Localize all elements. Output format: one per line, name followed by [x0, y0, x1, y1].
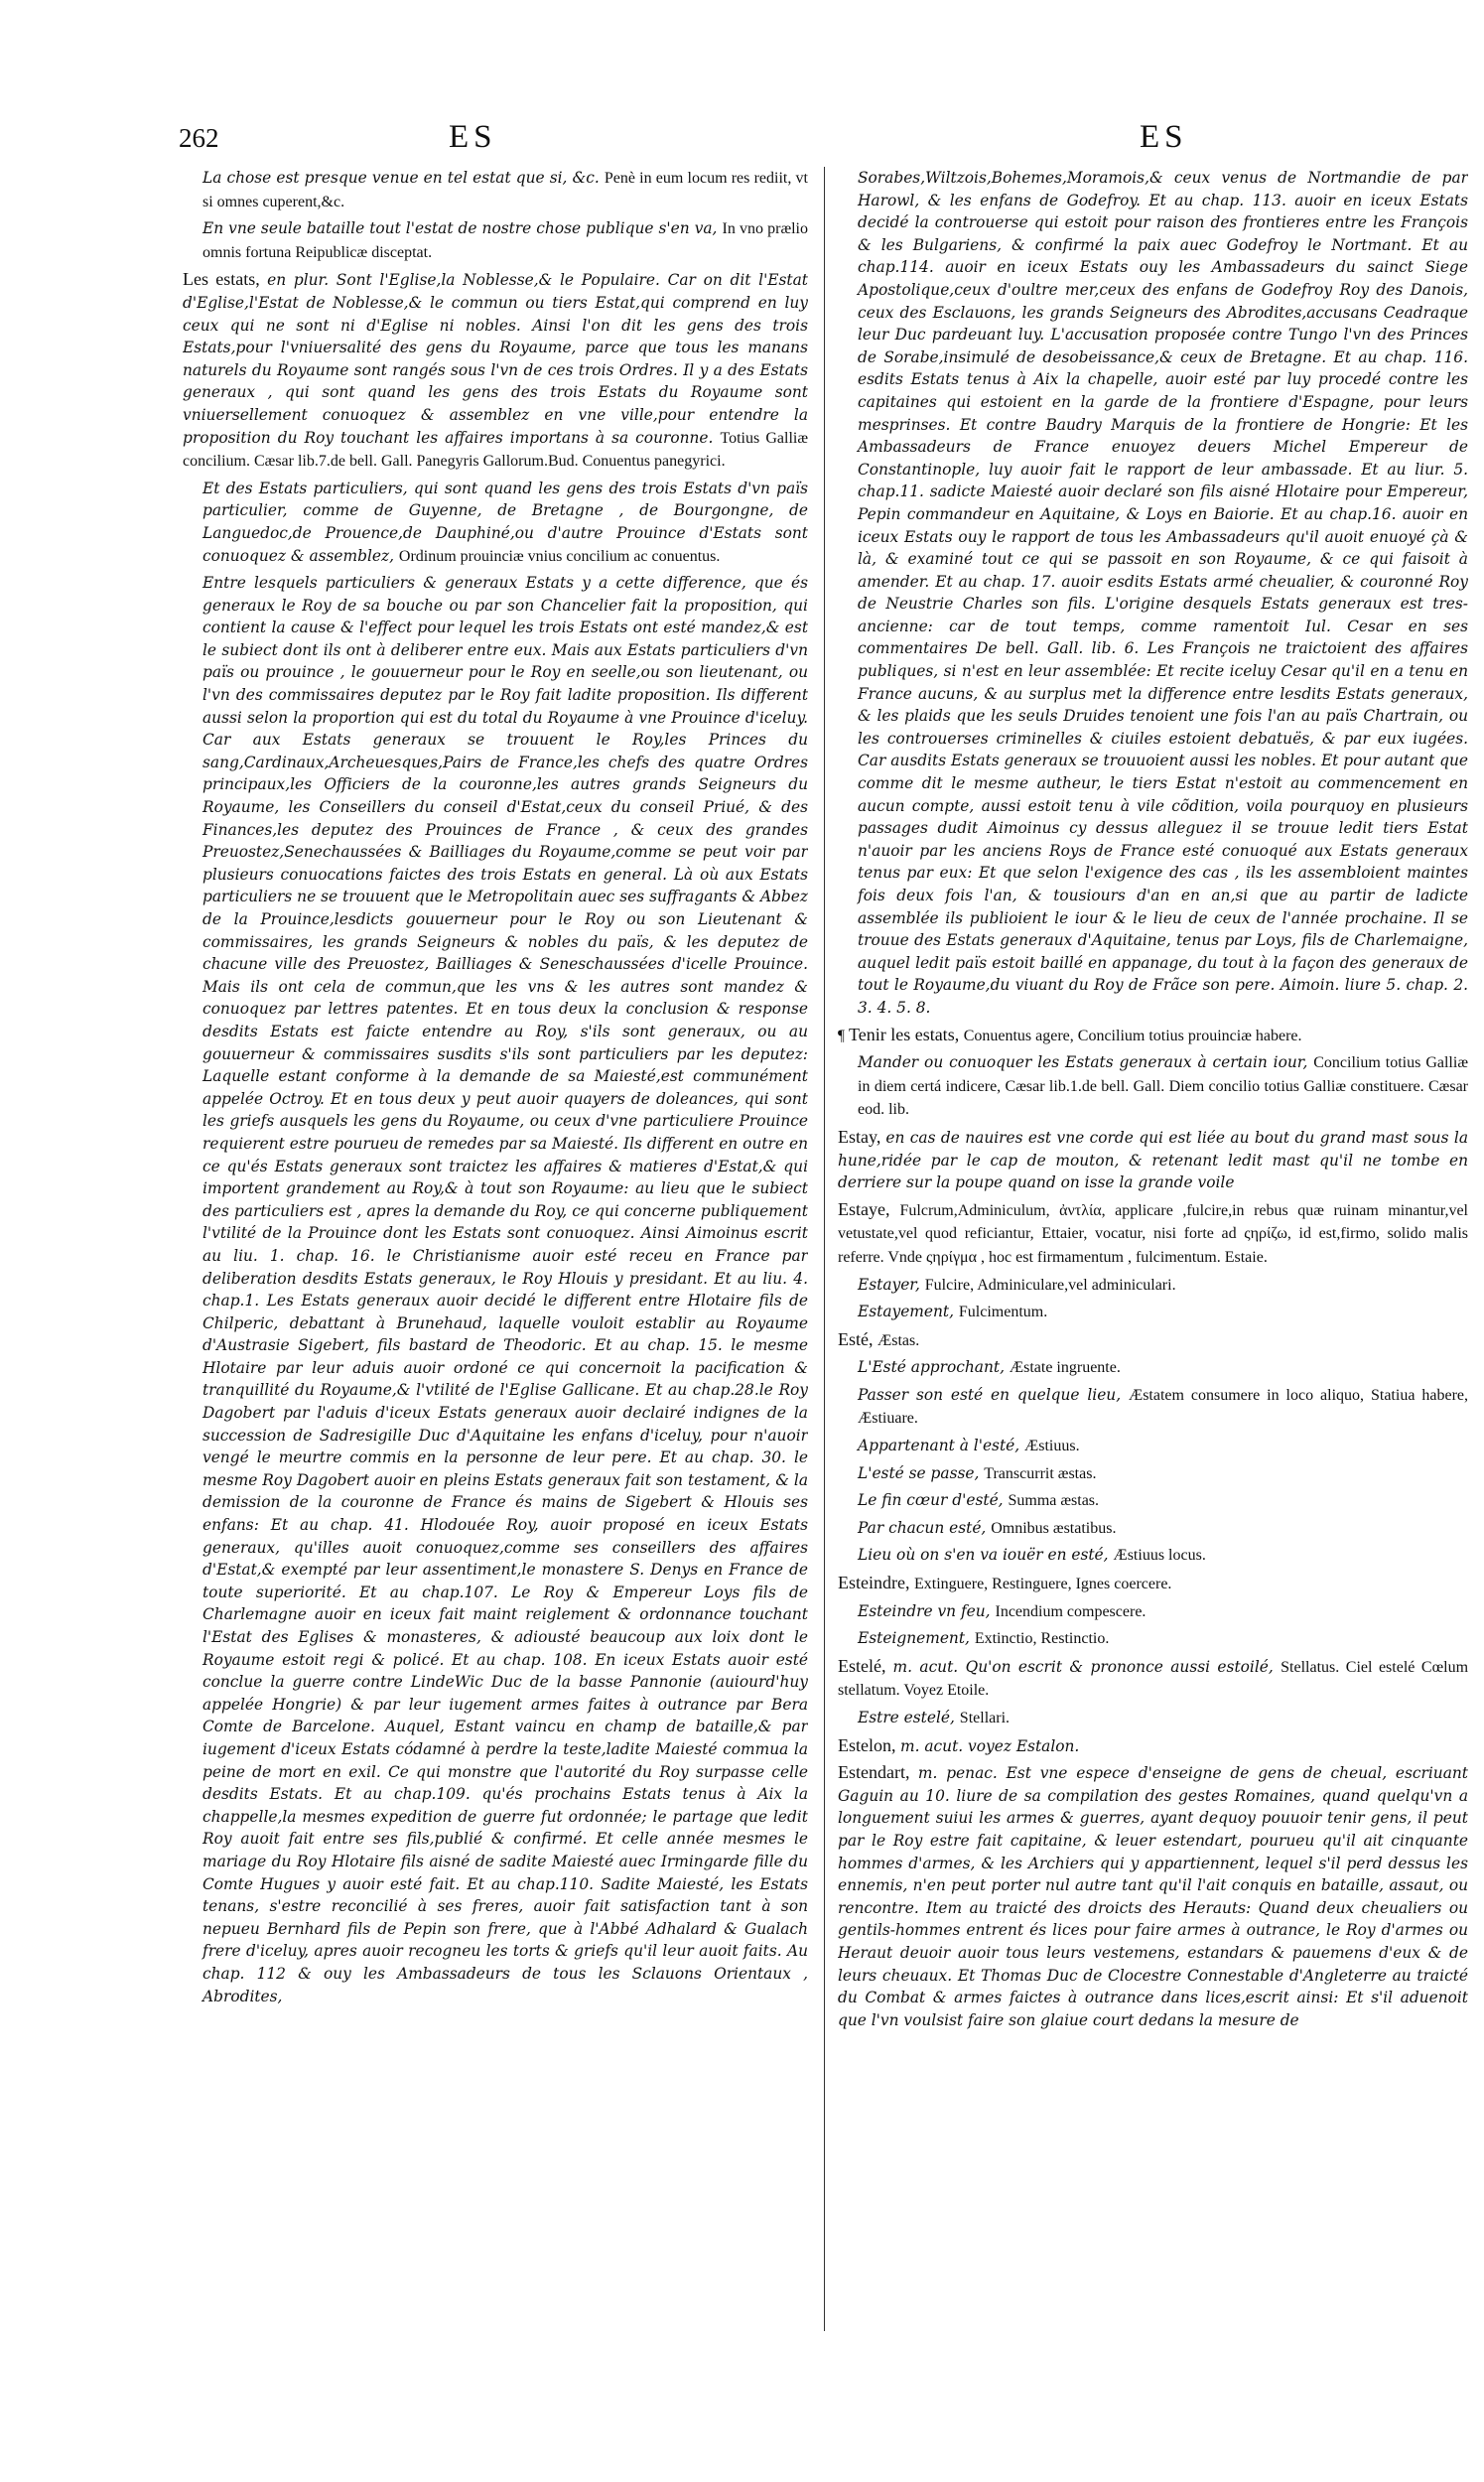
entry-latin-gloss: Concilium totius Galliæ in diem certá indicere, Cæsar lib.1.de bell. Gall. Diem concilio totius Galliæ constituere. Cæsar eod. lib.: [858, 1054, 1468, 1119]
dictionary-entry: [838, 1489, 1468, 1513]
dictionary-entry: [838, 1198, 1468, 1270]
entry-french-text: Entre lesquels particuliers & generaux Estats y a cette difference, que és generaux le Roy de sa bouche ou par son Chancelier fait la proposition, qui contient la cause & l'effect pour lequel les trois Estats ont esté mandez,& est le subiect dont ils ont à deliberer entre eux. Mais aux Estats particuliers d'vn païs ou prouince , le gouuerneur pour le Roy en seelle,ou son lieutenant, ou l'vn des commissaires deputez par le Roy fait ladite proposition. Ils different aussi selon la proportion qui est du total du Royaume à vne Prouince d'iceluy. Car aux Estats generaux se trouuent le Roy,les Princes du sang,Cardinaux,Archeuesques,Pairs de France,les chefs des quatre Ordres principaux,les Officiers de la couronne,les autres grands Seigneurs du Royaume, les Conseillers du conseil d'Estat,ceux du conseil Priué, & des Finances,les deputez des Prouinces de France , & ceux des grandes Preuostez,Senechaussées & Bailliages du Royaume,comme se peut voir par plusieurs conuocations faictes des trois Estats en general. Là où aux Estats particuliers ne se trouuent que le Metropolitain auec ses suffragants & Abbez de la Prouince,lesdicts gouuerneur pour le Roy ou son Lieutenant & commissaires, les grands Seigneurs & nobles du païs, & les deputez de chacune ville des Preuostez, Bailliages & Seneschaussées d'icelle Prouince. Mais ils ont cela de commun,que les vns & les autres sont mandez & conuoquez par lettres patentes. Et en tous deux la conclusion & response desdits Estats est faicte entendre au Roy, s'ils sont generaux, ou au gouuerneur & commissaires susdits s'ils sont particuliers par les deputez: Laquelle estant conforme à la demande de sa Maiesté,est communément appelée Octroy. Et en tous deux y peut auoir quayers de doleances, qui sont les griefs ausquels les gens du Royaume, ou ceux d'vne particuliere Prouince requierent estre pourueu de remedes par sa Maiesté. Ils different en outre en ce qu'és Estats generaux sont traictez les affaires & matieres d'Estat,& qui importent grandement au Roy,& à tout son Royaume: au lieu que le subiect des particuliers est , apres la demande du Roy, ce qui concerne publiquement l'vtilité de la Prouince dont les Estats sont conuoquez. Ainsi Aimoinus escrit au liu. 1. chap. 16. le Christianisme auoir esté receu en France par deliberation desdits Estats generaux, le Roy Hlouis y presidant. Et au liu. 4. chap.1. Les Estats generaux auoir decidé le different entre Hlotaire fils de Chilperic, debattant à Brunehaud, laquelle vouloit establir au Royaume d'Austrasie Sigebert, fils bastard de Theodoric. Et au chap. 15. le mesme Hlotaire par leur aduis auoir ordoné ce qui concernoit la pacification & tranquillité du Royaume,& l'vtilité de l'Eglise Gallicane. Et au chap.28.le Roy Dagobert par l'aduis d'iceux Estats generaux auoir declairé indignes de la succession de Sadresigille Duc d'Aquitaine les enfans d'iceluy, pour n'auoir vengé le meurtre commis en la personne de leur pere. Et au chap. 30. le mesme Roy Dagobert auoir en pleins Estats generaux fait son testament, & la demission de la couronne de France és mains de Sigebert & Hlouis ses enfans: Et au chap. 41. Hlodouée Roy, auoir proposé en iceux Estats generaux, qu'illes auoit conuoquez,comme ses conseillers des affaires d'Estat,& exempté par leur assentiment,le monastere S. Denys en France de toute superiorité. Et au chap.107. Le Roy & Empereur Loys fils de Charlemagne auoir en iceux fait maint reiglement & ordonnance touchant l'Estat des Eglises & monasteres, & adiousté beaucoup aux loix dont le Royaume estoit regi & policé. Et au chap. 108. En iceux Estats auoir esté conclue la guerre contre LindeWic Duc de la basse Pannonie (auiourd'huy appelée Hongrie) & par leur iugement armes faites à outrance par Bera Comte de Barcelone. Auquel, Estant vaincu en champ de bataille,& par iugement d'iceux Estats códamné à perdre la teste,ladite Maiesté commua la peine de mort en exil. Ce qui monstre que l'autorité du Roy surpasse celle desdits Estats. Et au chap.109. qu'és prochains Estats tenus à Aix la chappelle,la mesmes expedition de guerre fut ordonnée; le partage que ledit Roy auoit fait entre ses fils,publié & confirmé. Et celle année mesmes le mariage du Roy Hlotaire fils aisné de sadite Maiesté auec Irmingarde fille du Comte Hugues y auoir esté fait. Et au chap.110. Sadite Maiesté, les Estats tenans, s'estre reconcilié à ses freres, auoir fait satisfaction tant à son nepueu Bernhard fils de Pepin son frere, que à l'Abbé Adhalard & Gualach frere d'iceluy, apres auoir recogneu les torts & griefs qu'il leur auoit faits. Au chap. 112 & ouy les Ambassadeurs de tous les Sclauons Orientaux , Abrodites,: [202, 574, 808, 2005]
dictionary-entry: [838, 1328, 1468, 1353]
dictionary-entry: [838, 1126, 1468, 1194]
entry-latin-gloss: Stellari.: [959, 1710, 1011, 1726]
entry-latin-gloss: Summa æstas.: [1008, 1492, 1100, 1510]
dictionary-entry: [183, 572, 808, 2007]
dictionary-entry: [838, 1301, 1468, 1324]
entry-latin-gloss: Conuentus agere, Concilium totius prouinciæ habere.: [963, 1027, 1302, 1044]
entry-headword: Les estats,: [183, 269, 268, 290]
column-divider: [824, 167, 825, 2331]
entry-headword: Esteindre,: [838, 1573, 914, 1593]
entry-french-text: m. acut. voyez Estalon.: [900, 1736, 1080, 1755]
right-column: [838, 167, 1468, 2341]
entry-latin-gloss: Penè in eum locum res rediit, vt si omnes cuperent,&c.: [202, 170, 808, 210]
entry-latin-gloss: Extinctio, Restinctio.: [974, 1630, 1110, 1648]
entry-french-text: en cas de nauires est vne corde qui est liée au bout du grand mast sous la hune,ridée par le cap de mouton, & retenant ledit mast qu'il ne tombe en derriere sur la poupe quand on isse la grande voile: [838, 1128, 1468, 1192]
pilcrow-icon: ¶: [838, 1027, 845, 1044]
entry-latin-gloss: Extinguere, Restinguere, Ignes coercere.: [913, 1576, 1172, 1593]
entry-latin-gloss: Omnibus æstatibus.: [991, 1519, 1117, 1537]
dictionary-entry: [838, 1600, 1468, 1624]
entry-french-text: Estayement,: [858, 1303, 959, 1321]
dictionary-entry: [838, 1024, 1468, 1048]
entry-french-text: Esteignement,: [858, 1629, 975, 1648]
entry-french-text: Lieu où on s'en va iouër en esté,: [858, 1546, 1114, 1565]
dictionary-entry: [838, 1734, 1468, 1758]
entry-french-text: en plur. Sont l'Eglise,la Noblesse,& le Populaire. Car on dit l'Estat d'Eglise,l'Estat de Noblesse,& le commun ou tiers Estat,qui comprend en luy ceux qui ne sont ni d'Eglise ni nobles. Ainsi l'on dit les gens des trois Estats,pour l'vniuersalité des gens du Royaume, parce que tous les manans naturels du Royaume sont rangés sous l'vn de ces trois Ordres. Il y a des Estats generaux , qui sont quand les gens des trois Estats du Royaume sont vniuersellement conuoquez & assemblez en vne ville,pour entendre la proposition du Roy touchant les affaires importans à sa couronne.: [183, 271, 808, 447]
entry-headword: Estay,: [838, 1126, 886, 1147]
entry-french-text: Par chacun esté,: [858, 1518, 992, 1537]
entry-french-text: Passer son esté en quelque lieu,: [858, 1385, 1129, 1404]
dictionary-entry: [838, 1356, 1468, 1380]
page-number: 262: [179, 123, 219, 153]
dictionary-entry: [183, 478, 808, 568]
entry-headword: Esté,: [838, 1328, 877, 1349]
entry-french-text: L'Esté approchant,: [858, 1358, 1010, 1377]
entry-french-text: L'esté se passe,: [858, 1463, 985, 1482]
dictionary-entry: [838, 1384, 1468, 1431]
entry-french-text: Sorabes,Wiltzois,Bohemes,Moramois,& ceux venus de Nortmandie de par Harowl, & les enfans de Godefroy. Et au chap. 113. auoir en iceux Estats decidé la controuerse qui estoit pour raison des frontieres entre les François & les Bulgariens, & confirmé la paix auec Godefroy le Nortmant. Et au chap.114. auoir en iceux Estats ouy les Ambassadeurs du sainct Siege Apostolique,ceux d'oultre mer,ceux des enfans de Godefroy Roy des Danois, ceux des Esclauons, les grands Seigneurs des Abrodites,accusans Ceadraque leur Duc pardeuant luy. L'accusation proposée contre Tungo l'vn des Princes de Sorabe,insimulé de desobeissance,& ceux de Bretagne. Et au chap. 116. esdits Estats tenus à Aix la chapelle, auoir esté par luy procedé contre les capitaines qui estoient en la garde de la frontiere d'Espagne, pour leurs mesprinses. Et contre Baudry Marquis de la frontiere de Hongrie: Et les Ambassadeurs de France enuoyez deuers Michel Empereur de Constantinople, luy auoir fait le rapport de leur ambassade. Et au liur. 5. chap.11. sadicte Maiesté auoir declaré son fils aisné Hlotaire pour Empereur, Pepin commandeur en Aquitaine, & Loys en Baiorie. Et au chap.16. auoir en iceux Estats ouy le rapport de tous les Ambassadeurs qu'il auoit enuoyé çà & là, & examiné tout ce qui se passoit en son Royaume, & ce qui faisoit à amender. Et au chap. 17. auoir esdits Estats armé cheualier, & couronné Roy de Neustrie Charles son fils. L'origine desquels Estats generaux est tres-ancienne: car de tout temps, comme ramentoit Iul. Cesar en ses commentaires De bell. Gall. lib. 6. Les François ne traictoient des affaires publiques, si n'est en leur assemblée: Et recite iceluy Cesar qu'il en a tenu en France aucuns, & au surplus met la difference entre lesdits Estats generaux, & les plaids que les seuls Druides tenoient une fois l'an au païs Chartrain, ou les controuerses criminelles & ciuiles estoient debatuës, & par eux iugées. Car ausdits Estats generaux se trouuoient aussi les nobles. Et pour autant que comme dit le mesme autheur, le tiers Estat n'estoit au commencement en aucun compte, aussi estoit tenu à vile cõdition, voila pourquoy en plusieurs passages dudit Aimoinus cy dessus alleguez il se trouue ledit tiers Estat n'auoir par les anciens Roys de France esté conuoqué aux Estats generaux tenus par eux: Et que selon l'exigence des cas , ils les assembloient maintes fois deux fois l'an, & tousiours d'an en an,si que au partir de ladicte assemblée ils publioient le iour & le lieu de ceux de l'année prochaine. Il se trouue des Estats generaux d'Aquitaine, tenus par Loys, fils de Charlemaigne, auquel ledit païs estoit baillé en appanage, du tout à la façon des generaux de tout le Royaume,du viuant du Roy de Frãce son pere. Aimoin. liure 5. chap. 2. 3. 4. 5. 8.: [858, 169, 1468, 1017]
dictionary-entry: [838, 1517, 1468, 1541]
dictionary-entry: [183, 217, 808, 264]
dictionary-entry: [838, 1655, 1468, 1703]
entry-headword: Estaye,: [838, 1198, 900, 1219]
entry-french-text: Mander ou conuoquer les Estats generaux à certain iour,: [858, 1053, 1314, 1072]
dictionary-entry: [838, 1761, 1468, 2031]
entry-french-text: m. penac. Est vne espece d'enseigne de gens de cheual, escriuant Gaguin au 10. liure de sa compilation des gestes Romaines, quand quelqu'vn a longuement suiui les armes & guerres, ayant dequoy pouuoir tenir gens, il peut par le Roy estre fait capitaine, & leuer estendart, pourueu qu'il ait cinquante hommes d'armes, & les Archiers qui y appartiennent, lequel s'il perd dessus les ennemis, n'en peut porter nul autre tant qu'il l'ait conquis en bataille, assaut, ou rencontre. Item au traicté des droicts des Herauts: Quand deux cheualiers ou gentils-hommes entrent és lices pour faire armes à outrance, le Roy d'armes ou Heraut deuoir auoir tous leurs vestemens, estandars & pauemens d'eux & de leurs cheuaux. Et Thomas Duc de Clocestre Connestable d'Angleterre au traicté du Combat & armes faictes à outrance dans lices,escrit ainsi: Et s'il aduenoit que l'vn voulsist faire son glaiue court dedans la mesure de: [838, 1764, 1468, 2029]
entry-latin-gloss: Fulcrum,Adminiculum, ἀντλία, applicare ,fulcire,in rebus quæ ruinam minantur,vel vetustate,vel quod reficiantur, Ettaier, vocatur, nisi forte ad ςηρίζω, id est,firmo, solido malis referre. Vnde ςηρίγμα , hoc est firmamentum , fulcimentum. Estaie.: [838, 1201, 1468, 1266]
entry-headword: Tenir les estats,: [848, 1024, 964, 1044]
entry-latin-gloss: Æstas.: [877, 1331, 920, 1349]
entry-latin-gloss: Stellatus. Ciel estelé Cœlum stellatum. Voyez Etoile.: [838, 1658, 1468, 1700]
dictionary-entry: [838, 1274, 1468, 1298]
entry-headword: Estelé,: [838, 1655, 893, 1676]
entry-french-text: En vne seule bataille tout l'estat de nostre chose publique s'en va,: [202, 219, 723, 238]
entry-headword: Estelon,: [838, 1734, 900, 1755]
entry-french-text: Estayer,: [858, 1275, 925, 1294]
dictionary-entry: [183, 167, 808, 213]
entry-french-text: Esteindre vn feu,: [858, 1601, 996, 1620]
entry-headword: Estendart,: [838, 1762, 918, 1783]
entry-french-text: Appartenant à l'esté,: [858, 1437, 1025, 1455]
entry-latin-gloss: Fulcimentum.: [958, 1304, 1048, 1321]
dictionary-entry: [838, 1707, 1468, 1730]
left-column: [183, 167, 808, 2341]
entry-french-text: Et des Estats particuliers, qui sont quand les gens des trois Estats d'vn païs particulier, comme de Guyenne, de Bretagne , de Bourgongne, de Languedoc,de Prouence,de Dauphiné,ou d'autre Prouince d'Estats sont conuoquez & assemblez,: [202, 479, 808, 565]
entry-latin-gloss: Totius Galliæ concilium. Cæsar lib.7.de bell. Gall. Panegyris Gallorum.Bud. Conuentus panegyrici.: [183, 429, 808, 471]
entry-latin-gloss: Transcurrit æstas.: [984, 1464, 1097, 1482]
entry-latin-gloss: Æstiuus.: [1024, 1438, 1080, 1455]
dictionary-entry: [838, 1435, 1468, 1458]
entry-latin-gloss: Incendium compescere.: [995, 1602, 1147, 1620]
running-head-left: ES: [449, 119, 497, 155]
dictionary-entry: [838, 1462, 1468, 1486]
entry-latin-gloss: Fulcire, Adminiculare,vel adminiculari.: [924, 1276, 1176, 1294]
entry-latin-gloss: Æstatem consumere in loco aliquo, Statiua habere, Æstiuare.: [858, 1386, 1468, 1428]
entry-french-text: m. acut. Qu'on escrit & prononce aussi estoilé,: [892, 1657, 1282, 1676]
entry-french-text: Estre estelé,: [858, 1709, 960, 1726]
dictionary-entry: [183, 268, 808, 473]
dictionary-entry: [838, 1051, 1468, 1122]
entry-latin-gloss: Æstate ingruente.: [1009, 1359, 1121, 1377]
dictionary-entry: [838, 167, 1468, 1020]
entry-latin-gloss: Ordinum prouinciæ vnius concilium ac conuentus.: [398, 547, 721, 565]
entry-french-text: La chose est presque venue en tel estat que si, &c.: [202, 169, 605, 187]
dictionary-entry: [838, 1572, 1468, 1596]
dictionary-entry: [838, 1544, 1468, 1568]
page-header: [0, 117, 1484, 167]
entry-latin-gloss: In vno prælio omnis fortuna Reipublicæ disceptat.: [202, 220, 808, 261]
entry-french-text: Le fin cœur d'esté,: [858, 1491, 1009, 1510]
entry-latin-gloss: Æstiuus locus.: [1113, 1547, 1206, 1565]
dictionary-entry: [838, 1627, 1468, 1651]
running-head-right: ES: [1140, 119, 1188, 155]
